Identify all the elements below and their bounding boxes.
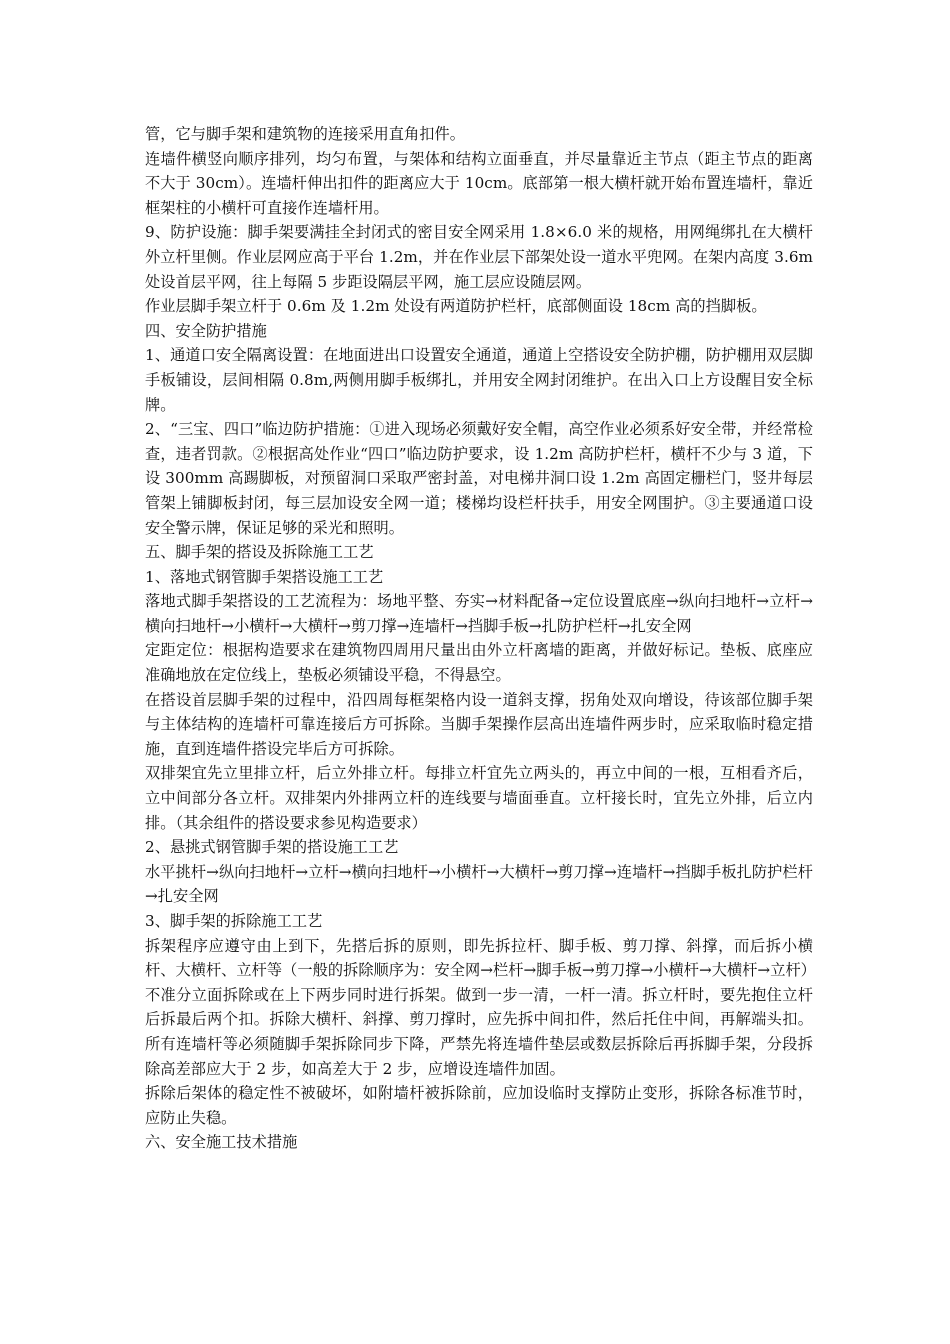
paragraph: 连墙件横竖向顺序排列，均匀布置，与架体和结构立面垂直，并尽量靠近主节点（距主节点的距离不大于 30cm）。连墙杆伸出扣件的距离应大于 10cm。底部第一根大横杆就开始布置连墙杆，靠近框架柱的小横杆可直接作连墙杆用。 bbox=[145, 149, 813, 217]
subsection-heading: 2、悬挑式钢管脚手架的搭设施工工艺 bbox=[145, 838, 399, 857]
section-heading: 五、脚手架的搭设及拆除施工工艺 bbox=[145, 543, 374, 562]
paragraph: 在搭设首层脚手架的过程中，沿四周每框架格内设一道斜支撑，拐角处双向增设，待该部位脚手架与主体结构的连墙杆可靠连接后方可拆除。当脚手架操作层高出连墙件两步时，应采取临时稳定措施，直到连墙件搭设完毕后方可拆除。 bbox=[145, 690, 813, 758]
paragraph: 9、防护设施：脚手架要满挂全封闭式的密目安全网采用 1.8×6.0 米的规格，用网绳绑扎在大横杆外立杆里侧。作业层网应高于平台 1.2m，并在作业层下部架处设一道水平兜网。在架内高度 3.6m 处设首层平网，往上每隔 5 步距设隔层平网，施工层应设随层网。 bbox=[145, 223, 813, 291]
document-body bbox=[145, 122, 816, 1155]
paragraph: 双排架宜先立里排立杆，后立外排立杆。每排立杆宜先立两头的，再立中间的一根，互相看齐后，立中间部分各立杆。双排架内外排两立杆的连线要与墙面垂直。立杆接长时，宜先立外排，后立内排。（其余组件的搭设要求参见构造要求） bbox=[145, 764, 813, 832]
paragraph: 拆架程序应遵守由上到下，先搭后拆的原则，即先拆拉杆、脚手板、剪刀撑、斜撑，而后拆小横杆、大横杆、立杆等（一般的拆除顺序为：安全网→栏杆→脚手板→剪刀撑→小横杆→大横杆→立杆） bbox=[145, 936, 816, 980]
paragraph: 拆除后架体的稳定性不被破坏，如附墙杆被拆除前，应加设临时支撑防止变形，拆除各标准节时，应防止失稳。 bbox=[145, 1084, 813, 1127]
subsection-heading: 1、落地式钢管脚手架搭设施工工艺 bbox=[145, 567, 384, 586]
paragraph: 作业层脚手架立杆于 0.6m 及 1.2m 处设有两道防护栏杆，底部侧面设 18cm 高的挡脚板。 bbox=[145, 297, 767, 316]
paragraph: 不准分立面拆除或在上下两步同时进行拆架。做到一步一清，一杆一清。拆立杆时，要先抱住立杆后拆最后两个扣。拆除大横杆、斜撑、剪刀撑时，应先拆中间扣件，然后托住中间，再解端头扣。所有连墙杆等必须随脚手架拆除同步下降，严禁先将连墙件垫层或数层拆除后再拆脚手架，分段拆除高差部应大于 2 步，如高差大于 2 步，应增设连墙件加固。 bbox=[145, 985, 813, 1078]
paragraph: 落地式脚手架搭设的工艺流程为：场地平整、夯实→材料配备→定位设置底座→纵向扫地杆→立杆→横向扫地杆→小横杆→大横杆→剪刀撑→连墙杆→挡脚手板→扎防护栏杆→扎安全网 bbox=[145, 592, 813, 635]
paragraph: 2、“三宝、四口”临边防护措施：①进入现场必须戴好安全帽，高空作业必须系好安全带，并经常检查，违者罚款。②根据高处作业“四口”临边防护要求，设 1.2m 高防护栏杆，横杆不少与 3 道，下设 300mm 高踢脚板，对预留洞口采取严密封盖，对电梯井洞口设 1.2m 高固定栅栏门，竖井每层管架上铺脚板封闭，每三层加设安全网一道；楼梯均设栏杆扶手，用安全网围护。③主要通道口设安全警示牌，保证足够的采光和照明。 bbox=[145, 420, 813, 537]
section-heading: 六、安全施工技术措施 bbox=[145, 1133, 298, 1152]
paragraph: 管，它与脚手架和建筑物的连接采用直角扣件。 bbox=[145, 125, 465, 143]
paragraph: 1、通道口安全隔离设置：在地面进出口设置安全通道，通道上空搭设安全防护棚，防护棚用双层脚手板铺设，层间相隔 0.8m,两侧用脚手板绑扎，并用安全网封闭维护。在出入口上方设醒目安全标牌。 bbox=[145, 346, 813, 414]
section-heading: 四、安全防护措施 bbox=[145, 321, 267, 340]
paragraph: 定距定位：根据构造要求在建筑物四周用尺量出由外立杆离墙的距离，并做好标记。垫板、底座应准确地放在定位线上，垫板必须铺设平稳，不得悬空。 bbox=[145, 641, 813, 685]
paragraph: 水平挑杆→纵向扫地杆→立杆→横向扫地杆→小横杆→大横杆→剪刀撑→连墙杆→挡脚手板扎防护栏杆→扎安全网 bbox=[145, 862, 813, 906]
subsection-heading: 3、脚手架的拆除施工工艺 bbox=[145, 912, 323, 930]
